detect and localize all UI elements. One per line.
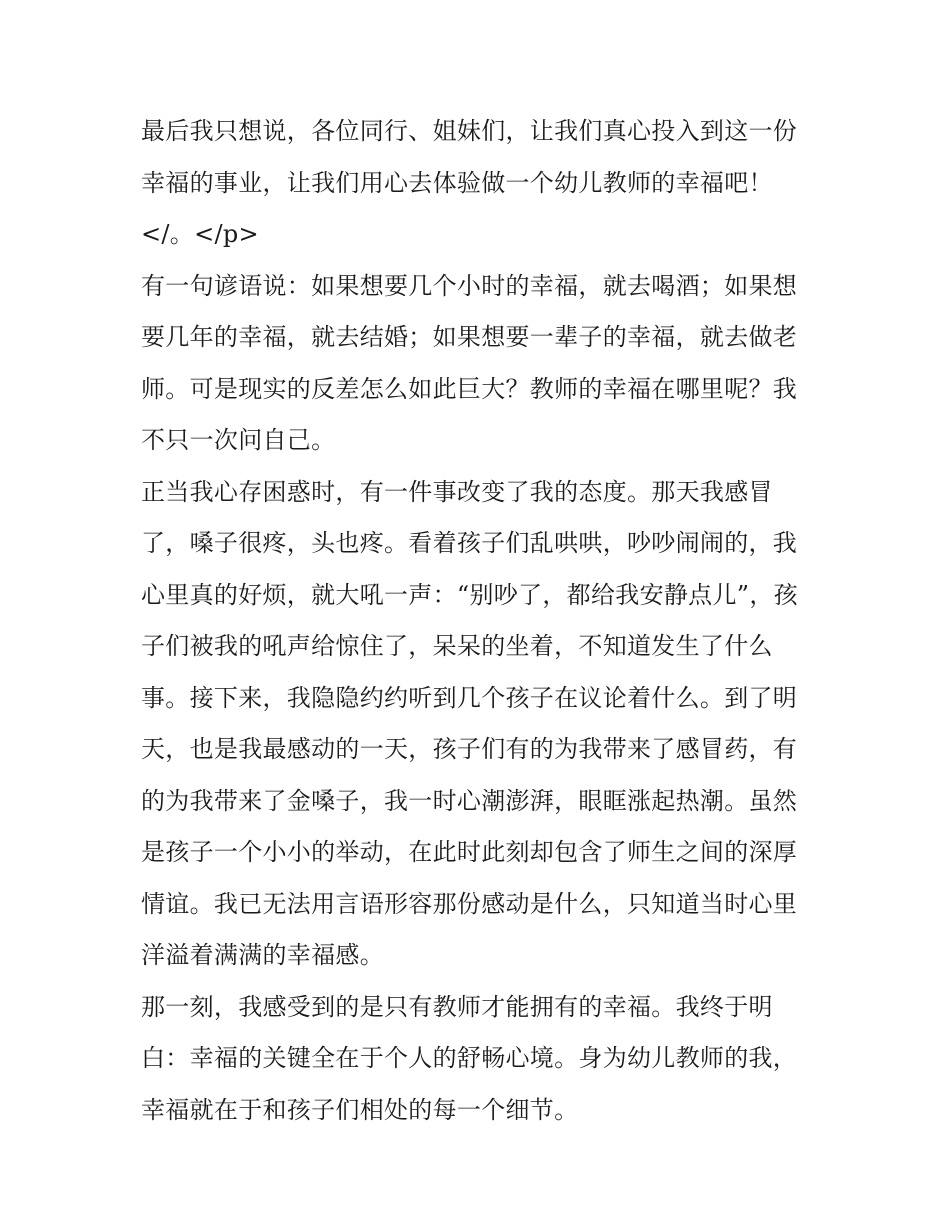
text-line: 最后我只想说，各位同行、姐妹们，让我们真心投入到这一份 xyxy=(141,117,798,145)
text-line: 要几年的幸福，就去结婚；如果想要一辈子的幸福，就去做老 xyxy=(141,323,798,351)
text-line: 子们被我的吼声给惊住了，呆呆的坐着，不知道发生了什么 xyxy=(141,632,773,660)
body-text xyxy=(141,106,816,1136)
text-line: 正当我心存困惑时，有一件事改变了我的态度。那天我感冒 xyxy=(141,477,773,506)
text-line: 了，嗓子很疼，头也疼。看着孩子们乱哄哄，吵吵闹闹的，我 xyxy=(141,529,798,557)
text-line: 是孩子一个小小的举动，在此时此刻却包含了师生之间的深厚 xyxy=(141,838,798,866)
text-line: 事。接下来，我隐隐约约听到几个孩子在议论着什么。到了明 xyxy=(141,683,798,712)
text-line: 那一刻，我感受到的是只有教师才能拥有的幸福。我终于明 xyxy=(141,992,773,1021)
text-line: </。</p> xyxy=(141,220,259,248)
text-line: 有一句谚语说：如果想要几个小时的幸福，就去喝酒；如果想 xyxy=(141,271,798,300)
text-line: 情谊。我已无法用言语形容那份感动是什么，只知道当时心里 xyxy=(141,889,798,918)
text-line: 幸福就在于和孩子们相处的每一个细节。 xyxy=(141,1095,579,1124)
text-line: 天，也是我最感动的一天，孩子们有的为我带来了感冒药，有 xyxy=(141,735,798,763)
text-line: 幸福的事业，让我们用心去体验做一个幼儿教师的幸福吧！ xyxy=(141,168,773,197)
text-line: 不只一次问自己。 xyxy=(141,426,336,454)
text-line: 的为我带来了金嗓子，我一时心潮澎湃，眼眶涨起热潮。虽然 xyxy=(141,786,798,815)
text-line: 白：幸福的关键全在于个人的舒畅心境。身为幼儿教师的我， xyxy=(141,1044,798,1072)
text-line: 洋溢着满满的幸福感。 xyxy=(141,941,384,969)
text-line: 心里真的好烦，就大吼一声：“别吵了，都给我安静点儿”，孩 xyxy=(141,580,798,609)
text-line: 师。可是现实的反差怎么如此巨大？教师的幸福在哪里呢？我 xyxy=(141,374,798,403)
